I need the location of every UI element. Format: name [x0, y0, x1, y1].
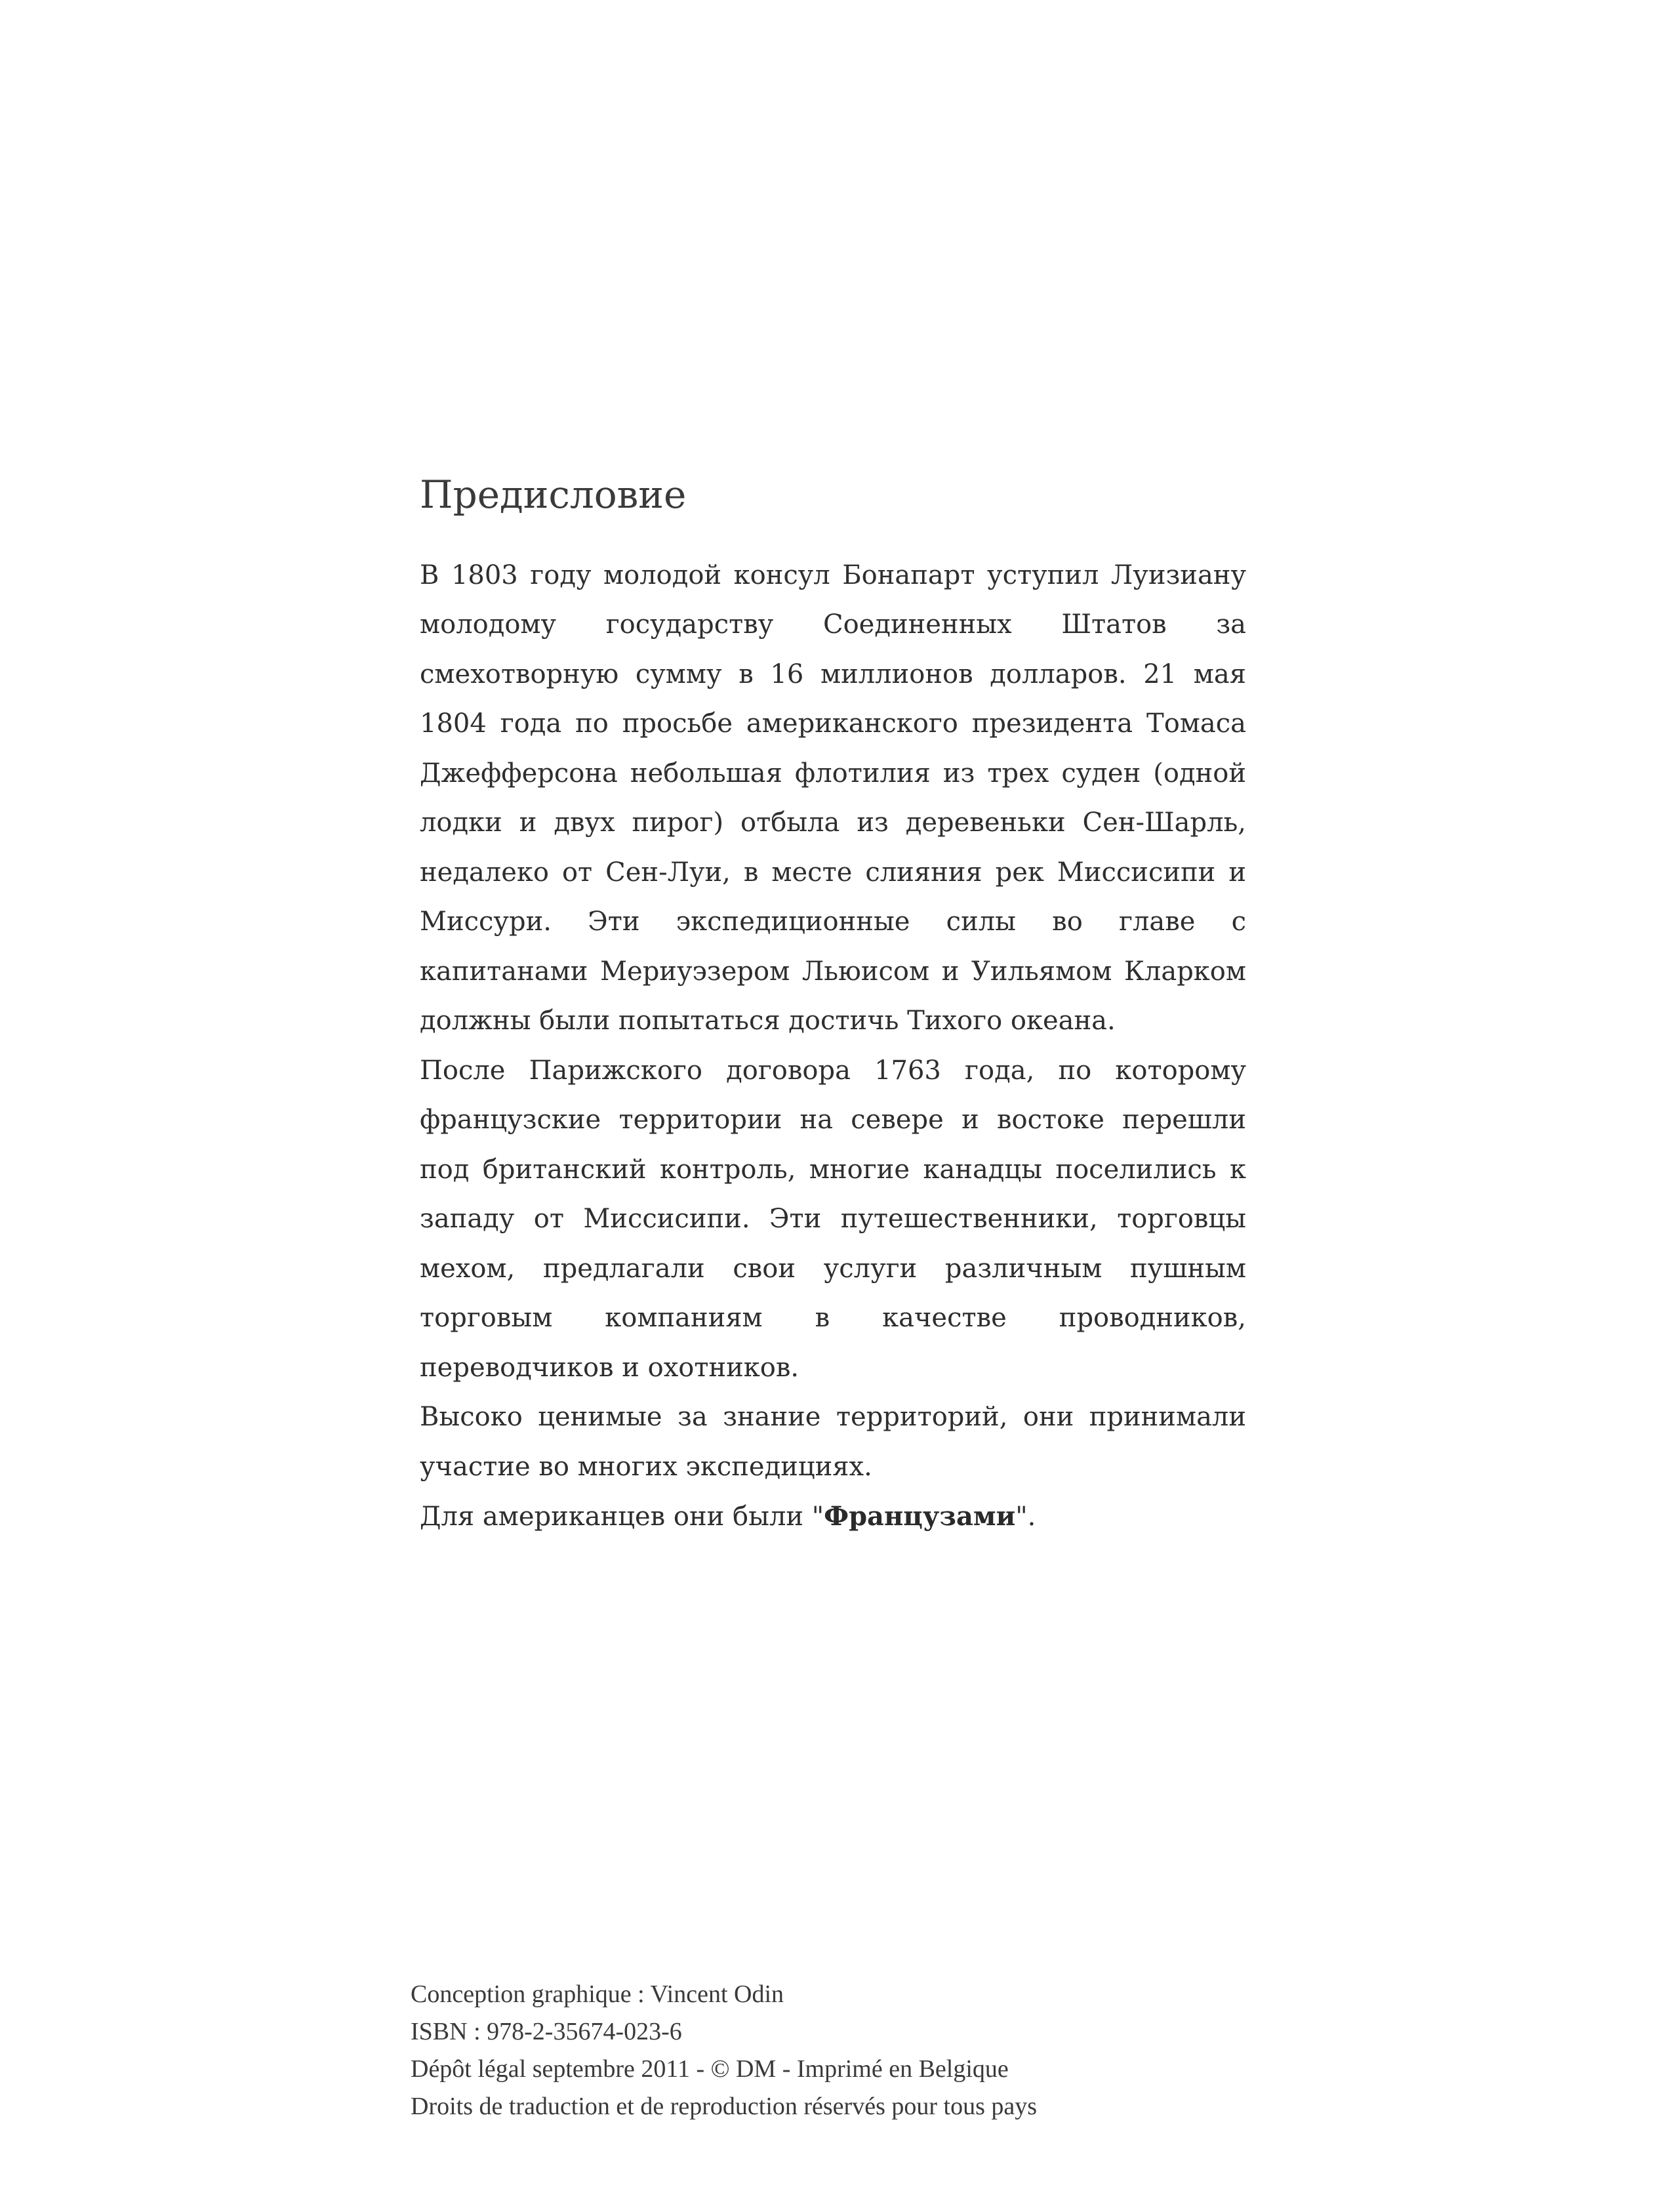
colophon-legal-deposit: Dépôt légal septembre 2011 - © DM - Imprimé en Belgique — [411, 2055, 1009, 2083]
preface-body — [420, 551, 1246, 1542]
colophon-isbn: ISBN : 978-2-35674-023-6 — [411, 2018, 682, 2045]
colophon — [411, 1976, 1329, 2125]
preface-paragraph: После Парижского договора 1763 года, по которому французские территории на севере и востоке перешли под британский контроль, многие канадцы поселились к западу от Миссисипи. Эти путешественники, торговцы мехом, предлагали свои услуги различным пушным торговым компаниям в качестве проводников, переводчиков и охотников. — [420, 1055, 1246, 1383]
preface-paragraph: Высоко ценимые за знание территорий, они принимали участие во многих экспедициях. — [420, 1402, 1246, 1482]
closing-line-suffix: ". — [1015, 1502, 1036, 1532]
colophon-rights: Droits de traduction et de reproduction réservés pour tous pays — [411, 2093, 1038, 2120]
preface-closing-line — [420, 1492, 1246, 1542]
closing-line-prefix: Для американцев они были " — [420, 1502, 824, 1532]
preface-section — [420, 472, 1246, 1542]
colophon-design-credit: Conception graphique : Vincent Odin — [411, 1980, 784, 2008]
preface-title: Предисловие — [420, 472, 687, 517]
closing-line-emphasis: Французами — [824, 1501, 1016, 1532]
preface-paragraph: В 1803 году молодой консул Бонапарт уступил Луизиану молодому государству Соединенных Штатов за смехотворную сумму в 16 миллионов долларов. 21 мая 1804 года по просьбе американского президента Томаса Джефферсона небольшая флотилия из трех суден (одной лодки и двух пирог) отбыла из деревеньки Сен-Шарль, недалеко от Сен-Луи, в месте слияния рек Миссисипи и Миссури. Эти экспедиционные силы во главе с капитанами Мериуэзером Льюисом и Уильямом Кларком должны были попытаться достичь Тихого океана. — [420, 560, 1246, 1036]
